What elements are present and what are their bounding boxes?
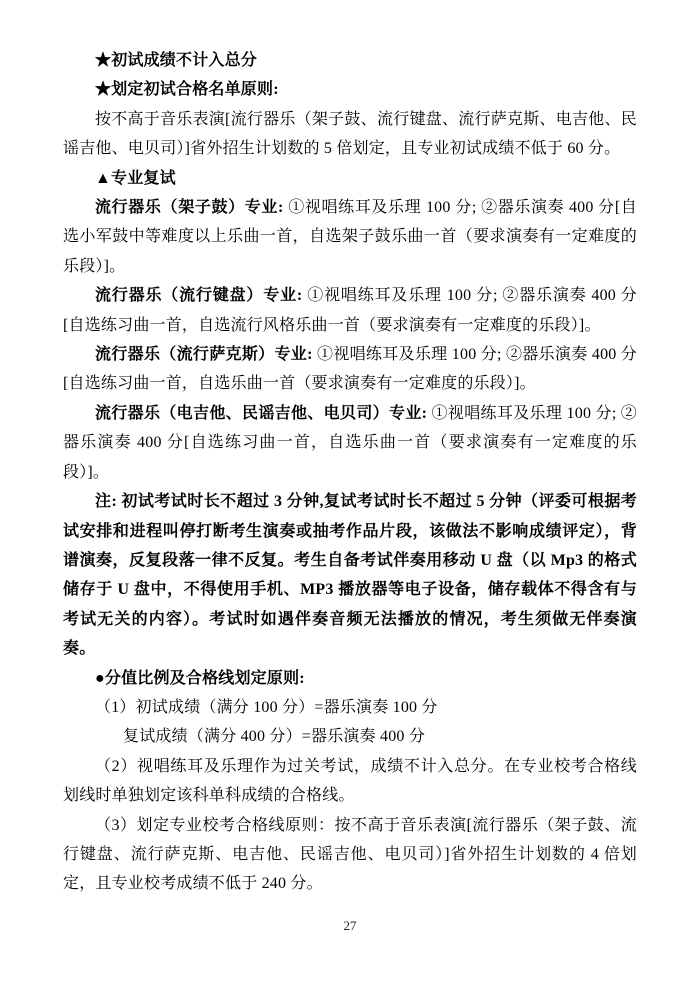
document-content [63, 46, 637, 899]
initial-cutoff-paragraph: 按不高于音乐表演[流行器乐（架子鼓、流行键盘、流行萨克斯、电吉他、民谣吉他、电贝司）]省外招生计划数的 5 倍划定，且专业初试成绩不低于 60 分。 [63, 110, 637, 158]
professional-retest-heading: ▲专业复试 [95, 169, 176, 187]
specialty-paragraph-guitars [63, 399, 637, 487]
specialty-body-keyboard: ①视唱练耳及乐理 100 分; ②器乐演奏 400 分[自选练习曲一首，自选流行风格乐曲一首（要求演奏有一定难度的乐段）]。 [63, 287, 637, 334]
specialty-paragraph-drums [63, 193, 637, 281]
specialty-body-guitars: ①视唱练耳及乐理 100 分; ②器乐演奏 400 分[自选练习曲一首，自选乐曲一首（要求演奏有一定难度的乐段）]。 [63, 404, 638, 481]
score-item-1-initial: （1）初试成绩（满分 100 分）=器乐演奏 100 分 [95, 698, 438, 716]
specialty-paragraph-keyboard [63, 281, 637, 340]
score-item-2: （2）视唱练耳及乐理作为过关考试，成绩不计入总分。在专业校考合格线划线时单独划定该科单科成绩的合格线。 [63, 757, 637, 805]
initial-score-note-line: ★初试成绩不计入总分 [95, 52, 258, 69]
score-item-1-retest: 复试成绩（满分 400 分）=器乐演奏 400 分 [123, 728, 426, 746]
specialty-lead-keyboard: 流行器乐（流行键盘）专业: [95, 287, 303, 305]
specialty-lead-drums: 流行器乐（架子鼓）专业: [95, 199, 284, 217]
initial-pass-list-principle-heading: ★划定初试合格名单原则: [95, 81, 279, 99]
specialty-paragraph-saxophone [63, 340, 637, 399]
score-item-3: （3）划定专业校考合格线原则：按不高于音乐表演[流行器乐（架子鼓、流行键盘、流行萨克斯、电吉他、民谣吉他、电贝司）]省外招生计划数的 4 倍划定，且专业校考成绩不低于 240 分。 [63, 816, 637, 893]
score-ratio-principle-heading: ●分值比例及合格线划定原则: [95, 669, 305, 687]
specialty-body-saxophone: ①视唱练耳及乐理 100 分; ②器乐演奏 400 分[自选练习曲一首，自选乐曲一首（要求演奏有一定难度的乐段）]。 [63, 346, 637, 393]
specialty-body-drums: ①视唱练耳及乐理 100 分; ②器乐演奏 400 分[自选小军鼓中等难度以上乐曲一首，自选架子鼓乐曲一首（要求演奏有一定难度的乐段）]。 [63, 199, 637, 275]
specialty-lead-saxophone: 流行器乐（流行萨克斯）专业: [95, 346, 313, 364]
exam-duration-note-paragraph: 注: 初试考试时长不超过 3 分钟,复试考试时长不超过 5 分钟（评委可根据考试安排和进程叫停打断考生演奏或抽考作品片段，该做法不影响成绩评定），背谱演奏，反复段落一律不反复。考生自备考试伴奏用移动 U 盘（以 Mp3 的格式储存于 U 盘中，不得使用手机、MP3 播放器等电子设备，储存载体不得含有与考试无关的内容）。考试时如遇伴奏音频无法播放的情况，考生须做无伴奏演奏。 [63, 493, 637, 658]
page-number: 27 [343, 918, 357, 933]
specialty-lead-guitars: 流行器乐（电吉他、民谣吉他、电贝司）专业: [95, 404, 428, 422]
